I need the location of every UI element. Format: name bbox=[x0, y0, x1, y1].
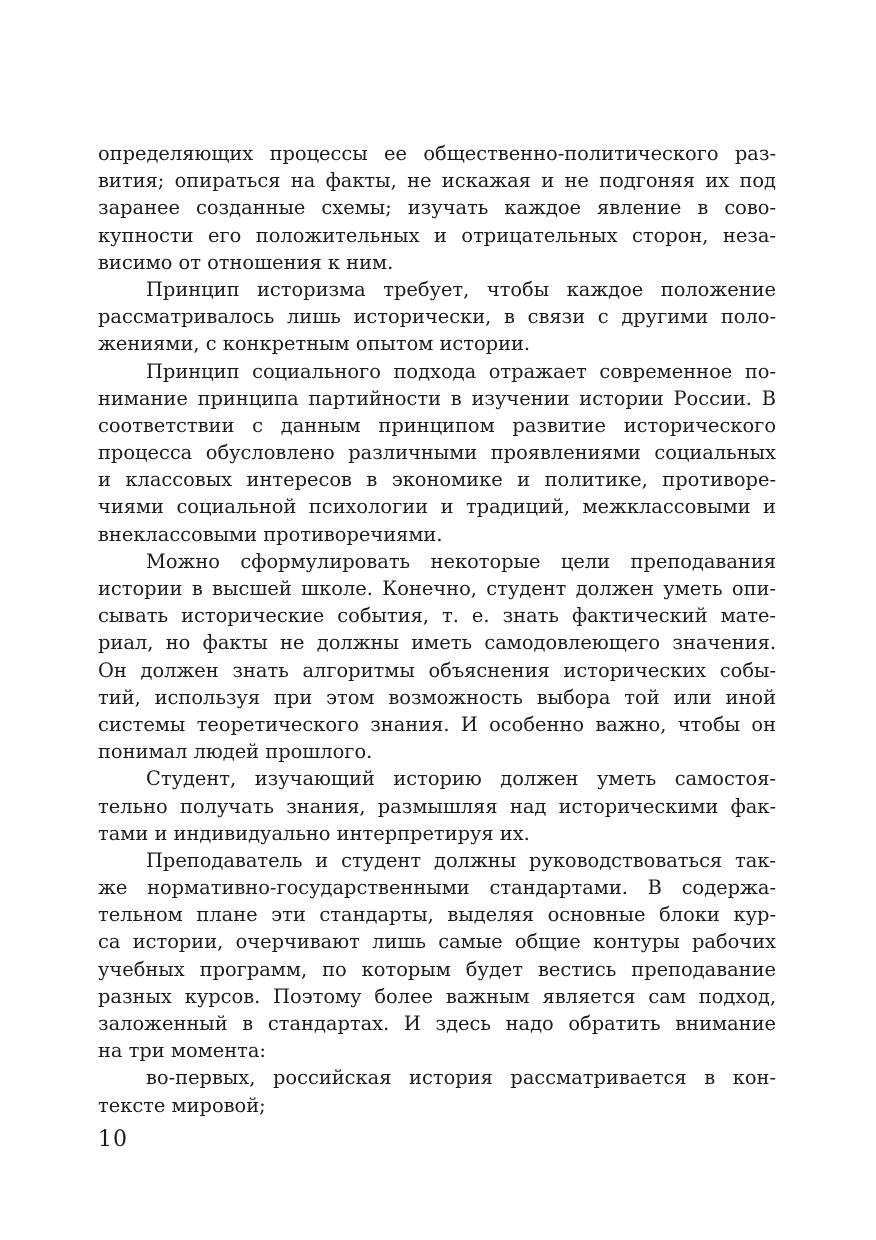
text-line: процесса обусловлено различными проявлениями социальных bbox=[98, 441, 776, 465]
text-line: тельно получать знания, размышляя над историческими фак- bbox=[98, 794, 776, 818]
text-line: определяющих процессы ее общественно-политического раз- bbox=[98, 142, 776, 165]
text-line: Студент, изучающий историю должен уметь самостоя- bbox=[146, 767, 776, 791]
text-line: соответствии с данным принципом развитие исторического bbox=[98, 413, 776, 437]
text-line: купности его положительных и отрицательных сторон, неза- bbox=[98, 223, 776, 247]
text-line: учебных программ, по которым будет вестись преподавание bbox=[98, 957, 776, 981]
text-line: тельном плане эти стандарты, выделяя основные блоки кур- bbox=[98, 903, 776, 927]
text-line: же нормативно-государственными стандартами. В содержа- bbox=[98, 876, 776, 900]
text-line: Принцип социального подхода отражает современное по- bbox=[146, 359, 776, 383]
paragraph bbox=[98, 847, 776, 1065]
text-line: Он должен знать алгоритмы объяснения исторических собы- bbox=[98, 658, 776, 682]
text-line: жениями, с конкретным опытом истории. bbox=[98, 332, 531, 356]
paragraph bbox=[98, 276, 776, 358]
text-line: на три момента: bbox=[98, 1039, 266, 1063]
text-line: тий, используя при этом возможность выбора той или иной bbox=[98, 685, 776, 709]
text-line: заранее созданные схемы; изучать каждое явление в сово- bbox=[98, 196, 776, 220]
text-line: заложенный в стандартах. И здесь надо обратить внимание bbox=[98, 1012, 776, 1035]
text-line: вития; опираться на факты, не искажая и не подгоняя их под bbox=[98, 169, 776, 193]
text-line: во-первых, российская история рассматривается в кон- bbox=[146, 1066, 776, 1090]
text-line: тексте мировой; bbox=[98, 1093, 266, 1117]
paragraph bbox=[98, 548, 776, 766]
paragraph bbox=[98, 1064, 776, 1118]
paragraph bbox=[98, 140, 776, 276]
text-line: Можно сформулировать некоторые цели преподавания bbox=[146, 549, 776, 573]
paragraph bbox=[98, 358, 776, 548]
paragraph bbox=[98, 765, 776, 847]
page-number: 10 bbox=[98, 1127, 128, 1152]
body-text bbox=[98, 140, 776, 1119]
text-line: внеклассовыми противоречиями. bbox=[98, 522, 443, 546]
text-line: рассматривалось лишь исторически, в связи с другими поло- bbox=[98, 305, 776, 329]
text-line: Преподаватель и студент должны руководствоваться так- bbox=[146, 848, 776, 872]
text-line: нимание принципа партийности в изучении истории России. В bbox=[98, 386, 776, 410]
text-line: висимо от отношения к ним. bbox=[98, 250, 394, 274]
text-line: истории в высшей школе. Конечно, студент должен уметь опи- bbox=[98, 577, 776, 600]
text-line: чиями социальной психологии и традиций, межклассовыми и bbox=[98, 495, 776, 519]
text-line: понимал людей прошлого. bbox=[98, 740, 373, 764]
text-line: разных курсов. Поэтому более важным является сам подход, bbox=[98, 984, 776, 1008]
text-line: Принцип историзма требует, чтобы каждое положение bbox=[146, 277, 776, 301]
text-line: тами и индивидуально интерпретируя их. bbox=[98, 821, 530, 845]
text-line: сывать исторические события, т. е. знать фактический мате- bbox=[98, 604, 776, 628]
text-line: са истории, очерчивают лишь самые общие контуры рабочих bbox=[98, 930, 776, 954]
text-line: системы теоретического знания. И особенно важно, чтобы он bbox=[98, 712, 776, 736]
text-line: риал, но факты не должны иметь самодовлеющего значения. bbox=[98, 631, 776, 655]
text-line: и классовых интересов в экономике и политике, противоре- bbox=[98, 468, 776, 492]
